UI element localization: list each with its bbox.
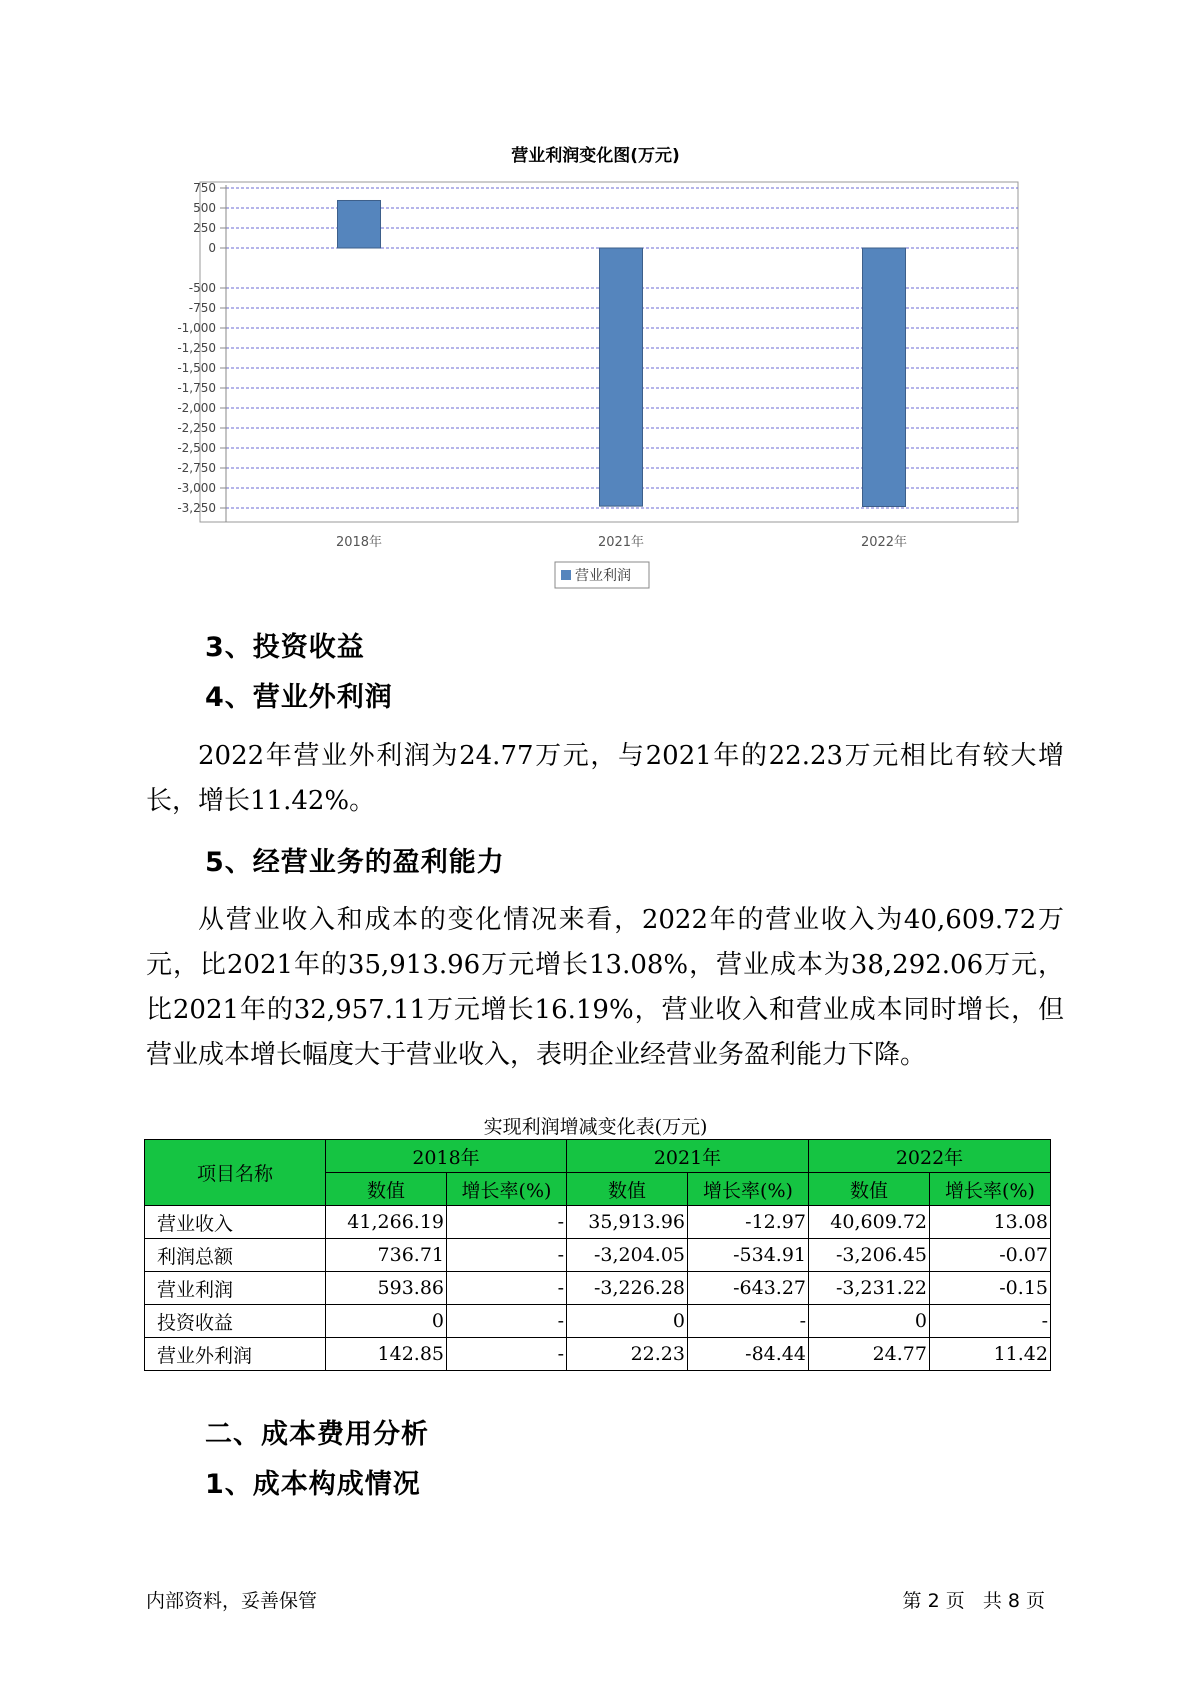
y-tick-label: -1,750 — [177, 381, 216, 395]
y-tick-label: -3,250 — [177, 501, 216, 515]
y-tick-label: 500 — [193, 201, 216, 215]
year-header-2022: 2022年 — [809, 1140, 1051, 1173]
profit-bar-chart — [0, 0, 1191, 600]
table-caption: 实现利润增减变化表(万元) — [483, 1116, 708, 1138]
table-header-row-years — [145, 1140, 1051, 1173]
row-label: 营业外利润 — [145, 1338, 326, 1371]
table-cell: 35,913.96 — [567, 1206, 688, 1239]
footer-page-number: 第 2 页 共 8 页 — [902, 1590, 1045, 1612]
y-tick-label: -2,500 — [177, 441, 216, 455]
y-tick-label: -1,500 — [177, 361, 216, 375]
table-cell: 40,609.72 — [809, 1206, 930, 1239]
table-cell: - — [447, 1338, 567, 1371]
table-cell: 0 — [567, 1305, 688, 1338]
row-label: 利润总额 — [145, 1239, 326, 1272]
y-tick-label: -750 — [188, 301, 216, 315]
table-cell: 24.77 — [809, 1338, 930, 1371]
table-row — [145, 1305, 1051, 1338]
y-tick-label: -2,750 — [177, 461, 216, 475]
table-cell: -3,204.05 — [567, 1239, 688, 1272]
table-cell: 22.23 — [567, 1338, 688, 1371]
table-cell: -3,206.45 — [809, 1239, 930, 1272]
section-5-title: 5、经营业务的盈利能力 — [205, 847, 505, 878]
part-2-section-1-title: 1、成本构成情况 — [205, 1469, 421, 1500]
section-3-title: 3、投资收益 — [205, 632, 365, 663]
y-tick-label: -1,250 — [177, 341, 216, 355]
x-tick-label: 2018年 — [335, 535, 383, 550]
y-tick-label: 0 — [208, 241, 216, 255]
bar-2021年 — [600, 248, 643, 506]
table-cell: - — [447, 1272, 567, 1305]
table-row — [145, 1272, 1051, 1305]
y-tick-label: 750 — [193, 181, 216, 195]
table-cell: -534.91 — [688, 1239, 809, 1272]
section-4-title: 4、营业外利润 — [205, 682, 393, 713]
table-cell: -84.44 — [688, 1338, 809, 1371]
table-cell: -12.97 — [688, 1206, 809, 1239]
table-cell: -3,231.22 — [809, 1272, 930, 1305]
y-tick-label: -3,000 — [177, 481, 216, 495]
table-cell: 736.71 — [326, 1239, 447, 1272]
y-tick-label: 250 — [193, 221, 216, 235]
rate-header: 增长率(%) — [688, 1173, 809, 1206]
bar-2018年 — [338, 200, 381, 248]
table-cell: 13.08 — [930, 1206, 1051, 1239]
x-tick-label: 2021年 — [597, 535, 645, 550]
table-cell: -3,226.28 — [567, 1272, 688, 1305]
y-tick-label: -500 — [188, 281, 216, 295]
legend-label: 营业利润 — [575, 568, 631, 584]
chart-title: 营业利润变化图(万元) — [511, 146, 680, 166]
table-cell: - — [447, 1305, 567, 1338]
table-cell: - — [688, 1305, 809, 1338]
table-cell: - — [447, 1206, 567, 1239]
value-header: 数值 — [567, 1173, 688, 1206]
item-name-header: 项目名称 — [145, 1140, 326, 1206]
rate-header: 增长率(%) — [447, 1173, 567, 1206]
table-cell: 593.86 — [326, 1272, 447, 1305]
table-cell: -0.15 — [930, 1272, 1051, 1305]
table-cell: - — [930, 1305, 1051, 1338]
footer-confidential: 内部资料，妥善保管 — [146, 1590, 318, 1612]
y-tick-label: -1,000 — [177, 321, 216, 335]
table-row — [145, 1206, 1051, 1239]
part-2-title: 二、成本费用分析 — [205, 1419, 429, 1450]
table-cell: 11.42 — [930, 1338, 1051, 1371]
section-5-paragraph: 从营业收入和成本的变化情况来看，2022年的营业收入为40,609.72万元，比2021年的35,913.96万元增长13.08%，营业成本为38,292.06万元，比2021年的32,957.11万元增长16.19%，营业收入和营业成本同时增长，但营业成本增长幅度大于营业收入，表明企业经营业务盈利能力下降。 — [146, 905, 1064, 1070]
x-tick-label: 2022年 — [860, 535, 908, 550]
table-cell: 41,266.19 — [326, 1206, 447, 1239]
y-tick-label: -2,000 — [177, 401, 216, 415]
value-header: 数值 — [326, 1173, 447, 1206]
table-cell: 0 — [809, 1305, 930, 1338]
row-label: 营业收入 — [145, 1206, 326, 1239]
table-row — [145, 1239, 1051, 1272]
section-4-paragraph: 2022年营业外利润为24.77万元，与2021年的22.23万元相比有较大增长，增长11.42%。 — [146, 741, 1064, 816]
table-cell: -0.07 — [930, 1239, 1051, 1272]
profit-change-table — [144, 1139, 1051, 1371]
row-label: 营业利润 — [145, 1272, 326, 1305]
table-row — [145, 1338, 1051, 1371]
table-cell: 142.85 — [326, 1338, 447, 1371]
year-header-2018: 2018年 — [326, 1140, 567, 1173]
legend-swatch — [561, 570, 571, 580]
rate-header: 增长率(%) — [930, 1173, 1051, 1206]
bar-2022年 — [863, 248, 906, 506]
row-label: 投资收益 — [145, 1305, 326, 1338]
table-cell: 0 — [326, 1305, 447, 1338]
y-tick-label: -2,250 — [177, 421, 216, 435]
value-header: 数值 — [809, 1173, 930, 1206]
year-header-2021: 2021年 — [567, 1140, 809, 1173]
table-cell: - — [447, 1239, 567, 1272]
table-cell: -643.27 — [688, 1272, 809, 1305]
